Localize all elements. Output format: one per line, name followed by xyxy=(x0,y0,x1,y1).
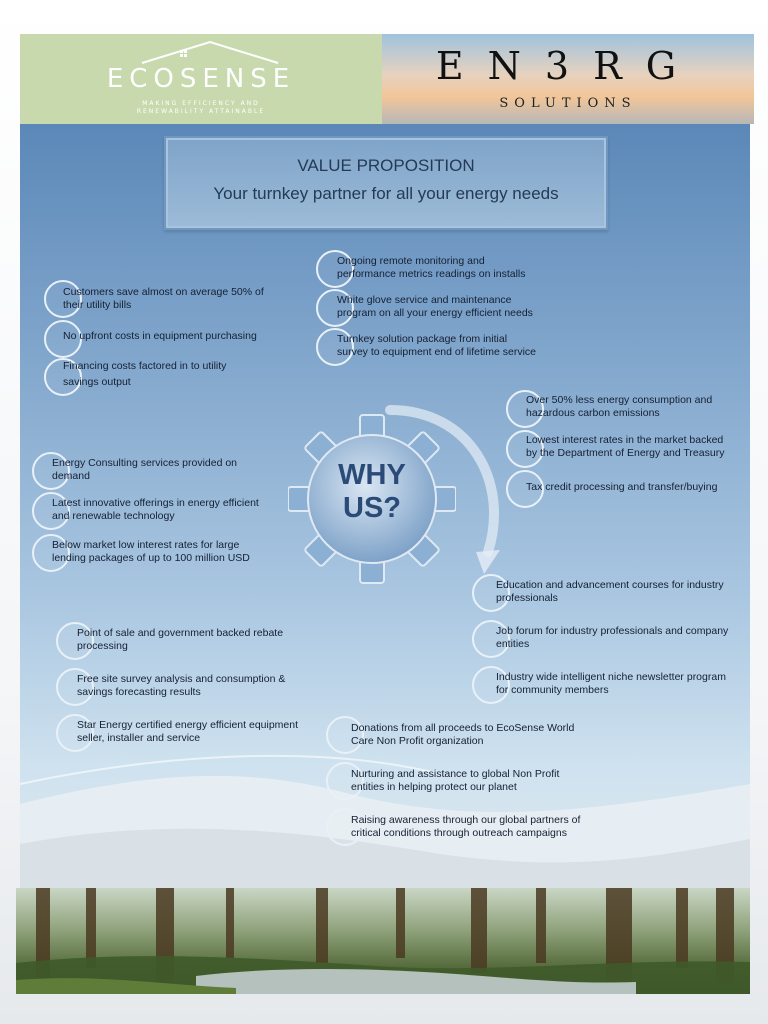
item-text: Turnkey solution package from initial survey to equipment end of lifetime service xyxy=(337,333,537,358)
item-text: Customers save almost on average 50% of their utility bills xyxy=(63,286,264,311)
item-text: Latest innovative offerings in energy efficient and renewable technology xyxy=(52,497,259,522)
item-text: Free site survey analysis and consumption & savings forecasting results xyxy=(77,673,286,698)
house-roof-icon xyxy=(140,40,280,64)
us-line: US? xyxy=(343,492,401,524)
item-text: Raising awareness through our global partners of critical conditions through outreach campaigns xyxy=(351,814,581,839)
why-us-gear xyxy=(288,414,468,584)
item-text: Over 50% less energy consumption and hazardous carbon emissions xyxy=(526,394,713,419)
item-text: Energy Consulting services provided on demand xyxy=(52,457,238,482)
why-us-label xyxy=(288,459,456,525)
item-text: Star Energy certified energy efficient equipment seller, installer and service xyxy=(77,719,299,744)
item-text: White glove service and maintenance program on all your energy efficient needs xyxy=(337,294,533,319)
brand-name: EN3RG xyxy=(435,44,701,88)
item-text: Point of sale and government backed rebate processing xyxy=(77,627,284,652)
item-text: Tax credit processing and transfer/buying xyxy=(526,481,718,493)
item-text: No upfront costs in equipment purchasing xyxy=(63,330,257,342)
brand-subtitle: SOLUTIONS xyxy=(499,96,637,111)
item-text: Ongoing remote monitoring and performance metrics readings on installs xyxy=(337,255,526,280)
item-text: Below market low interest rates for large lending packages of up to 100 million USD xyxy=(52,539,250,564)
logo-wordmark: ECOSENSE xyxy=(106,64,296,94)
item-text: Financing costs factored in to utility savings output xyxy=(63,360,227,388)
item-text: Donations from all proceeds to EcoSense World Care Non Profit organization xyxy=(351,722,575,747)
why-line: WHY xyxy=(338,459,406,491)
en3rg-brand-banner xyxy=(382,34,754,124)
item-text: Nurturing and assistance to global Non Profit entities in helping protect our planet xyxy=(351,768,560,793)
ecosense-logo-banner xyxy=(20,34,382,124)
content-panel xyxy=(20,124,750,890)
item-text: Lowest interest rates in the market backed by the Department of Energy and Treasury xyxy=(526,434,725,459)
logo-tagline: MAKING EFFICIENCY AND RENEWABILITY ATTAINABLE xyxy=(136,100,266,115)
value-proposition-box xyxy=(164,136,608,230)
value-proposition-title: VALUE PROPOSITION xyxy=(297,156,475,175)
value-proposition-subtitle: Your turnkey partner for all your energy needs xyxy=(213,184,559,203)
item-text: Education and advancement courses for industry professionals xyxy=(496,579,724,604)
forest-photo xyxy=(16,888,750,994)
item-text: Job forum for industry professionals and company entities xyxy=(496,625,729,650)
item-text: Industry wide intelligent niche newsletter program for community members xyxy=(496,671,726,696)
forest-illustration xyxy=(16,888,750,994)
